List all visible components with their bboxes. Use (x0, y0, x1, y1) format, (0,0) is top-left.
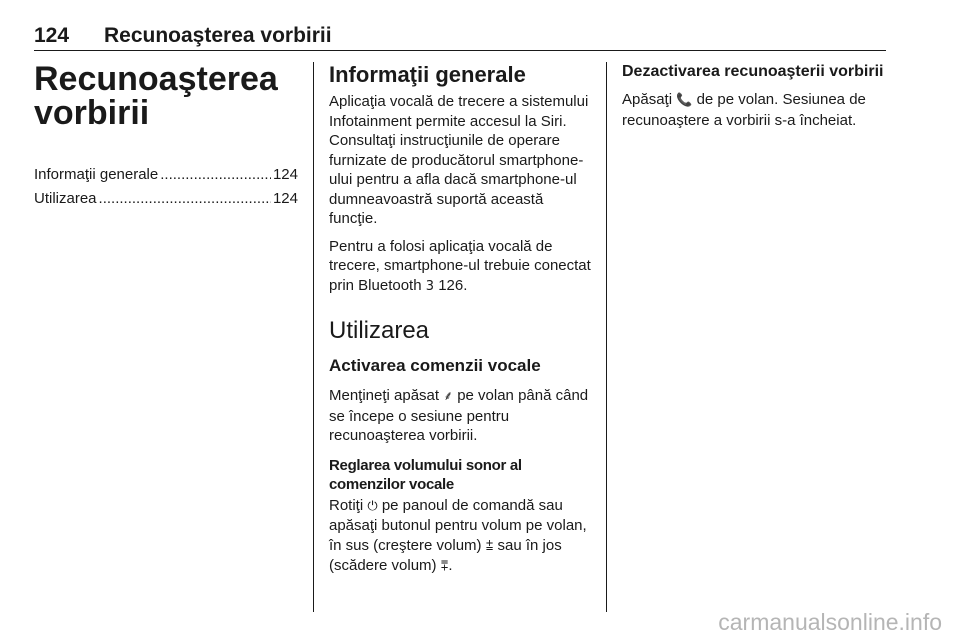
power-knob-icon: ⏻ (367, 498, 378, 514)
volume-up-icon: ⩲ (485, 538, 494, 554)
paragraph: Menţineţi apăsat ⸙ pe volan până când se începe o sesiune pentru recunoaşterea vorbirii. (329, 387, 589, 444)
column-main (329, 62, 591, 585)
cross-reference-icon: 3 (425, 278, 435, 294)
section-heading-usage: Utilizarea (329, 317, 430, 344)
paragraph: Rotiţi ⏻ pe panoul de comandă sau apăsaţi butonul pentru volum pe volan, în sus (creştere volum) ⩲ sau în jos (scădere volum) ⩱. (329, 496, 587, 574)
subheading-volume: Reglarea volumului sonor al comenzilor vocale (329, 456, 522, 493)
page-number: 124 (34, 24, 70, 47)
phone-icon: 📞 (676, 93, 693, 108)
toc-leader-dots (160, 163, 271, 187)
subheading-deactivate: Dezactivarea recunoaşterii vorbirii (622, 63, 884, 80)
page-header (34, 22, 886, 51)
watermark: carmanualsonline.info (718, 609, 942, 635)
toc-item[interactable]: Informaţii generale ..... 124 (34, 163, 298, 187)
column-right (622, 62, 886, 138)
paragraph: Pentru a folosi aplicaţia vocală de trecere, smartphone-ul trebuie conectat prin Bluetooth 3 126. (329, 237, 591, 294)
voice-command-icon: ⸙ (443, 389, 454, 404)
column-divider (606, 62, 607, 612)
paragraph: Aplicaţia vocală de trecere a sistemului Infotainment permite accesul la Siri. Consultaţi instrucţiunile de operare furnizate de producătorul smartphone-ului pentru a afla dacă smartphone-ul dumneavoastră suportă această funcţie. (329, 93, 589, 227)
toc-item[interactable]: Utilizarea ..... 124 (34, 187, 298, 211)
header-title: Recunoaşterea vorbirii (104, 24, 332, 47)
section-heading-info: Informaţii generale (329, 62, 526, 87)
column-divider (313, 62, 314, 612)
volume-down-icon: ⩱ (440, 559, 449, 574)
column-toc (34, 62, 298, 211)
subheading-activate: Activarea comenzii vocale (329, 356, 541, 375)
page-reference-link[interactable]: 126. (438, 276, 468, 294)
chapter-title: Recunoaşterea vorbirii (34, 60, 278, 132)
toc-leader-dots (99, 187, 271, 211)
paragraph: Apăsaţi 📞 de pe volan. Sesiunea de recunoaştere a vorbirii s-a încheiat. (622, 91, 866, 129)
